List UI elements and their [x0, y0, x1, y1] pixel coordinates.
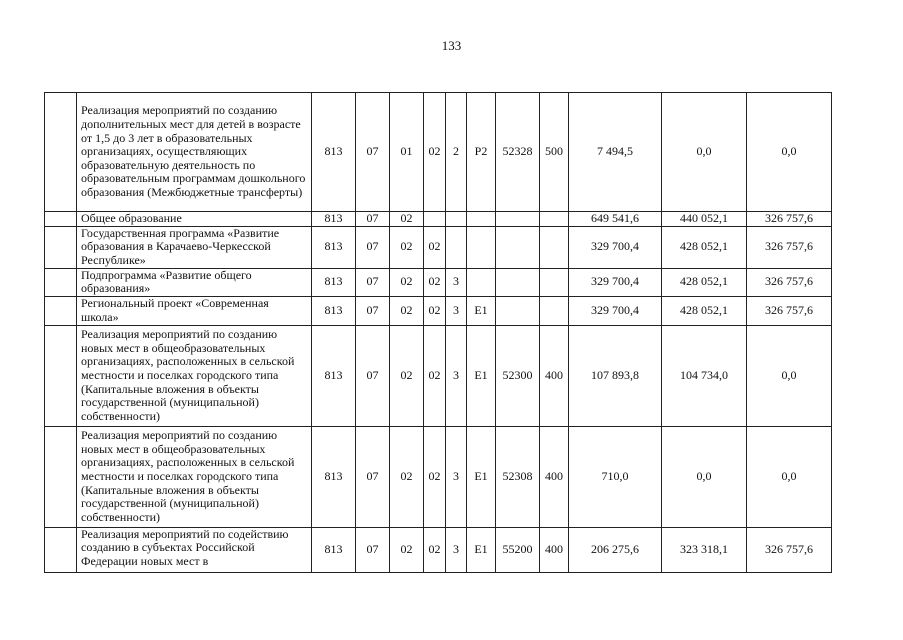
subsection-code-cell: 02: [390, 268, 424, 296]
direction-code-cell: [496, 226, 540, 268]
ministry-code-cell: 813: [312, 296, 356, 325]
program-code-cell: 02: [424, 93, 446, 212]
amount-year2-cell: 323 318,1: [662, 527, 747, 572]
item-name-cell: Региональный проект «Современная школа»: [77, 296, 312, 325]
table-row: [45, 93, 832, 212]
amount-year1-cell: 329 700,4: [569, 296, 662, 325]
amount-year3-cell: 0,0: [747, 325, 832, 426]
amount-year2-cell: 104 734,0: [662, 325, 747, 426]
project-code-cell: E1: [467, 325, 496, 426]
subsection-code-cell: 02: [390, 325, 424, 426]
section-code-cell: 07: [356, 296, 390, 325]
project-code-cell: [467, 268, 496, 296]
amount-year1-cell: 107 893,8: [569, 325, 662, 426]
amount-year3-cell: 326 757,6: [747, 226, 832, 268]
amount-year3-cell: 326 757,6: [747, 527, 832, 572]
subsection-code-cell: 02: [390, 426, 424, 527]
amount-year2-cell: 440 052,1: [662, 212, 747, 227]
program-code-cell: 02: [424, 268, 446, 296]
amount-year2-cell: 428 052,1: [662, 296, 747, 325]
project-code-cell: [467, 226, 496, 268]
budget-table: [44, 92, 832, 573]
direction-code-cell: [496, 296, 540, 325]
item-name-cell: Реализация мероприятий по содействию созданию в субъектах Российской Федерации новых мест в: [77, 527, 312, 572]
expense-type-cell: [540, 268, 569, 296]
expense-type-cell: [540, 226, 569, 268]
table-row: [45, 226, 832, 268]
subprogram-code-cell: [446, 226, 467, 268]
expense-type-cell: 400: [540, 527, 569, 572]
table-row: [45, 268, 832, 296]
subprogram-code-cell: 3: [446, 426, 467, 527]
row-index-cell: [45, 325, 77, 426]
amount-year1-cell: 710,0: [569, 426, 662, 527]
section-code-cell: 07: [356, 426, 390, 527]
subprogram-code-cell: [446, 212, 467, 227]
table-row: [45, 426, 832, 527]
program-code-cell: 02: [424, 296, 446, 325]
program-code-cell: 02: [424, 426, 446, 527]
section-code-cell: 07: [356, 325, 390, 426]
direction-code-cell: 52308: [496, 426, 540, 527]
section-code-cell: 07: [356, 268, 390, 296]
ministry-code-cell: 813: [312, 268, 356, 296]
row-index-cell: [45, 268, 77, 296]
project-code-cell: E1: [467, 527, 496, 572]
subprogram-code-cell: 3: [446, 325, 467, 426]
subprogram-code-cell: 2: [446, 93, 467, 212]
project-code-cell: E1: [467, 426, 496, 527]
ministry-code-cell: 813: [312, 93, 356, 212]
section-code-cell: 07: [356, 226, 390, 268]
item-name-cell: Подпрограмма «Развитие общего образования»: [77, 268, 312, 296]
amount-year1-cell: 649 541,6: [569, 212, 662, 227]
expense-type-cell: 400: [540, 426, 569, 527]
section-code-cell: 07: [356, 93, 390, 212]
project-code-cell: P2: [467, 93, 496, 212]
row-index-cell: [45, 93, 77, 212]
subprogram-code-cell: 3: [446, 268, 467, 296]
direction-code-cell: 55200: [496, 527, 540, 572]
expense-type-cell: 500: [540, 93, 569, 212]
subsection-code-cell: 02: [390, 226, 424, 268]
ministry-code-cell: 813: [312, 527, 356, 572]
program-code-cell: [424, 212, 446, 227]
amount-year1-cell: 329 700,4: [569, 226, 662, 268]
amount-year2-cell: 428 052,1: [662, 268, 747, 296]
subprogram-code-cell: 3: [446, 296, 467, 325]
ministry-code-cell: 813: [312, 426, 356, 527]
row-index-cell: [45, 527, 77, 572]
amount-year1-cell: 7 494,5: [569, 93, 662, 212]
ministry-code-cell: 813: [312, 212, 356, 227]
ministry-code-cell: 813: [312, 325, 356, 426]
project-code-cell: [467, 212, 496, 227]
program-code-cell: 02: [424, 325, 446, 426]
subprogram-code-cell: 3: [446, 527, 467, 572]
amount-year3-cell: 326 757,6: [747, 212, 832, 227]
item-name-cell: Реализация мероприятий по созданию новых мест в общеобразовательных организациях, расположенных в сельской местности и поселках городского типа (Капитальные вложения в объекты государственной (муниципальной) собственности): [77, 426, 312, 527]
direction-code-cell: [496, 212, 540, 227]
ministry-code-cell: 813: [312, 226, 356, 268]
amount-year2-cell: 0,0: [662, 93, 747, 212]
table-row: [45, 212, 832, 227]
amount-year1-cell: 206 275,6: [569, 527, 662, 572]
amount-year3-cell: 326 757,6: [747, 268, 832, 296]
table-row: [45, 527, 832, 572]
row-index-cell: [45, 296, 77, 325]
direction-code-cell: [496, 268, 540, 296]
subsection-code-cell: 02: [390, 212, 424, 227]
program-code-cell: 02: [424, 226, 446, 268]
page-number: 133: [441, 38, 462, 53]
subsection-code-cell: 01: [390, 93, 424, 212]
row-index-cell: [45, 226, 77, 268]
amount-year1-cell: 329 700,4: [569, 268, 662, 296]
subsection-code-cell: 02: [390, 296, 424, 325]
item-name-cell: Реализация мероприятий по созданию новых мест в общеобразовательных организациях, расположенных в сельской местности и поселках городского типа (Капитальные вложения в объекты государственной (муниципальной) собственности): [77, 325, 312, 426]
item-name-cell: Государственная программа «Развитие образования в Карачаево-Черкесской Республике»: [77, 226, 312, 268]
table-row: [45, 296, 832, 325]
row-index-cell: [45, 426, 77, 527]
section-code-cell: 07: [356, 212, 390, 227]
amount-year3-cell: 0,0: [747, 426, 832, 527]
row-index-cell: [45, 212, 77, 227]
direction-code-cell: 52300: [496, 325, 540, 426]
direction-code-cell: 52328: [496, 93, 540, 212]
project-code-cell: E1: [467, 296, 496, 325]
amount-year3-cell: 326 757,6: [747, 296, 832, 325]
expense-type-cell: 400: [540, 325, 569, 426]
item-name-cell: Реализация мероприятий по созданию дополнительных мест для детей в возрасте от 1,5 до 3 лет в образовательных организациях, осуществляющих образовательную деятельность по образовательным программам дошкольного образования (Межбюджетные трансферты): [77, 93, 312, 212]
item-name-cell: Общее образование: [77, 212, 312, 227]
expense-type-cell: [540, 296, 569, 325]
table-row: [45, 325, 832, 426]
program-code-cell: 02: [424, 527, 446, 572]
subsection-code-cell: 02: [390, 527, 424, 572]
section-code-cell: 07: [356, 527, 390, 572]
amount-year2-cell: 428 052,1: [662, 226, 747, 268]
amount-year3-cell: 0,0: [747, 93, 832, 212]
expense-type-cell: [540, 212, 569, 227]
amount-year2-cell: 0,0: [662, 426, 747, 527]
